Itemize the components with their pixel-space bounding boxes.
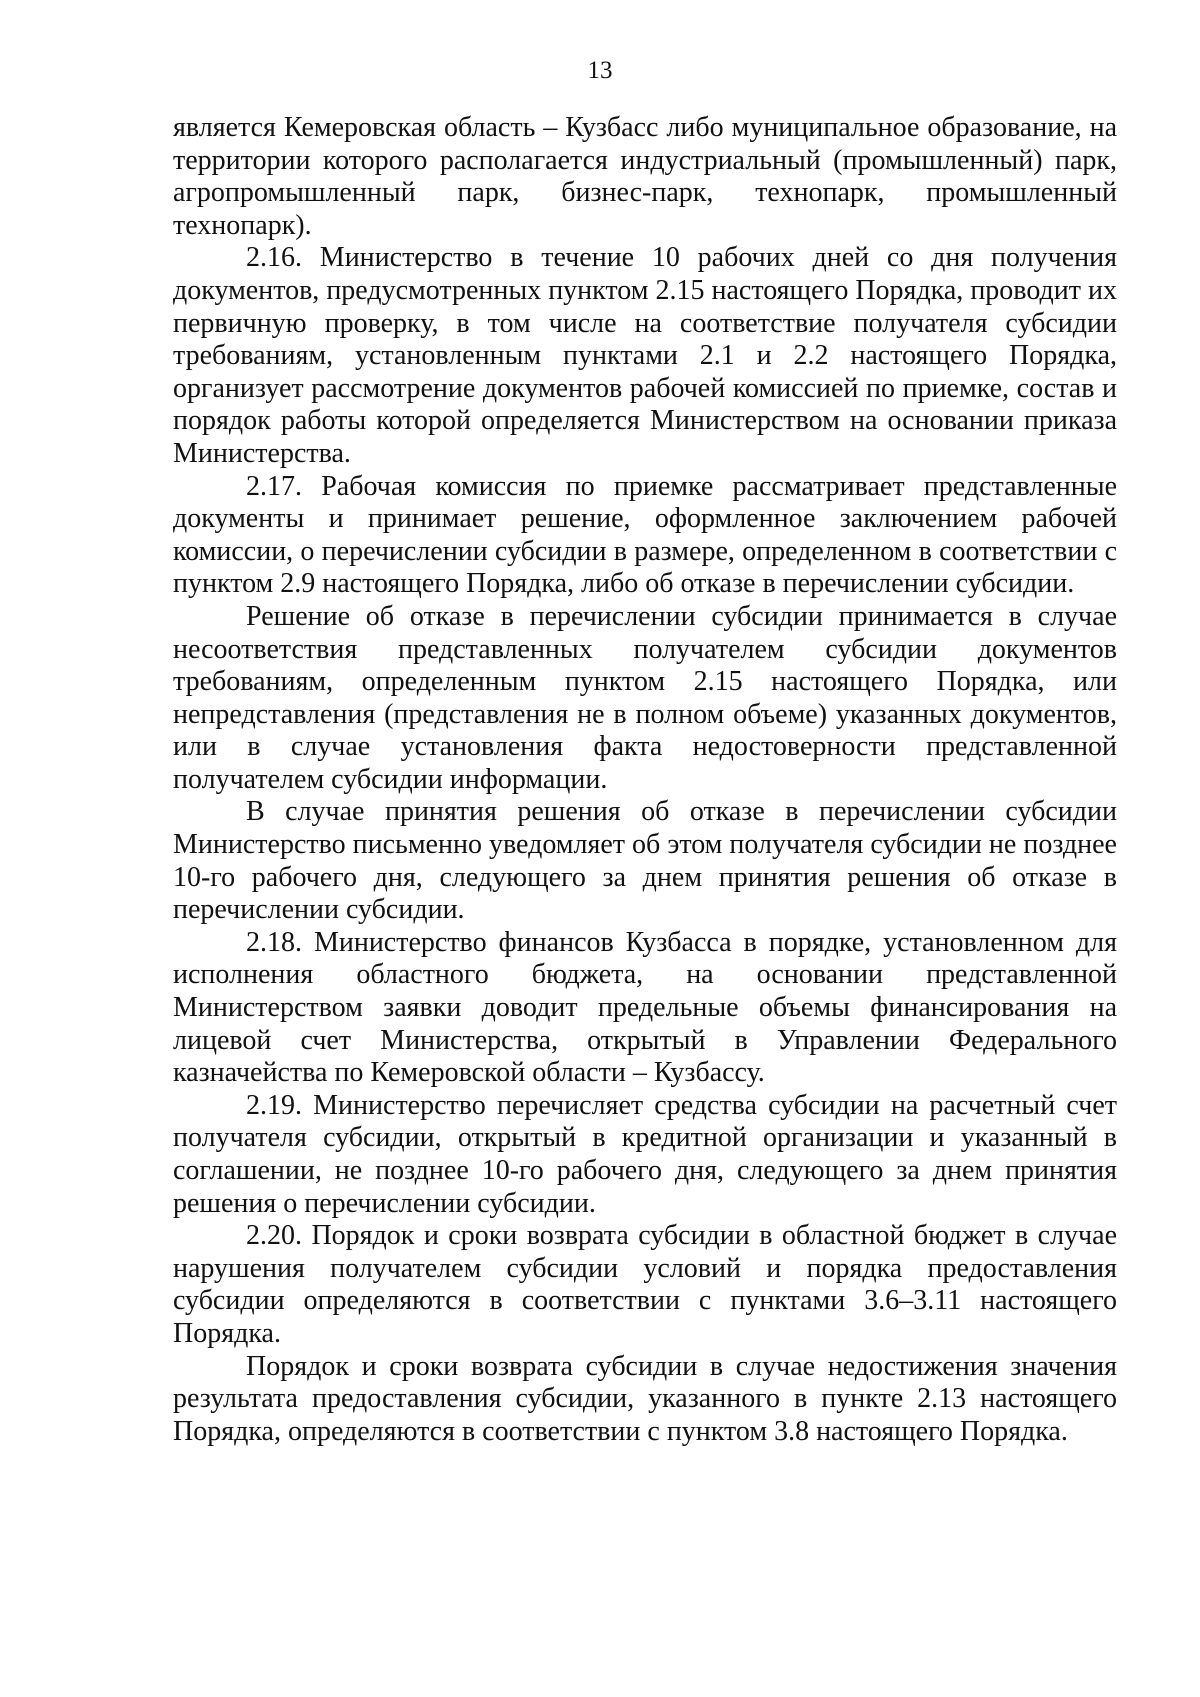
page-number: 13 (587, 57, 613, 84)
paragraph-2-19: 2.19. Министерство перечисляет средства субсидии на расчетный счет получателя субсидии, открытый в кредитной организации и указанный в соглашении, не позднее 10-го рабочего дня, следующего за днем принятия решения о перечислении субсидии. (173, 1089, 1117, 1219)
paragraph-2-17: 2.17. Рабочая комиссия по приемке рассматривает представленные документы и принимает решение, оформленное заключением рабочей комиссии, о перечислении субсидии в размере, определенном в соответствии с пунктом 2.9 настоящего Порядка, либо об отказе в перечислении субсидии. (173, 470, 1117, 600)
paragraph-2-18: 2.18. Министерство финансов Кузбасса в порядке, установленном для исполнения областного бюджета, на основании представленной Министерством заявки доводит предельные объемы финансирования на лицевой счет Министерства, открытый в Управлении Федерального казначейства по Кемеровской области – Кузбассу. (173, 926, 1117, 1089)
paragraph-return-terms: Порядок и сроки возврата субсидии в случае недостижения значения результата предоставления субсидии, указанного в пункте 2.13 настоящего Порядка, определяются в соответствии с пунктом 3.8 настоящего Порядка. (173, 1350, 1117, 1447)
document-body (173, 112, 1117, 1448)
paragraph-refusal-notice: В случае принятия решения об отказе в перечислении субсидии Министерство письменно уведомляет об этом получателя субсидии не позднее 10-го рабочего дня, следующего за днем принятия решения об отказе в перечислении субсидии. (173, 796, 1117, 926)
paragraph-2-16: 2.16. Министерство в течение 10 рабочих дней со дня получения документов, предусмотренных пунктом 2.15 настоящего Порядка, проводит их первичную проверку, в том числе на соответствие получателя субсидии требованиям, установленным пунктами 2.1 и 2.2 настоящего Порядка, организует рассмотрение документов рабочей комиссией по приемке, состав и порядок работы которой определяется Министерством на основании приказа Министерства. (173, 242, 1117, 469)
paragraph-refusal-decision: Решение об отказе в перечислении субсидии принимается в случае несоответствия представленных получателем субсидии документов требованиям, определенным пунктом 2.15 настоящего Порядка, или непредставления (представления не в полном объеме) указанных документов, или в случае установления факта недостоверности представленной получателем субсидии информации. (173, 600, 1117, 795)
paragraph-continuation: является Кемеровская область – Кузбасс либо муниципальное образование, на территории которого располагается индустриальный (промышленный) парк, агропромышленный парк, бизнес-парк, технопарк, промышленный технопарк). (173, 112, 1117, 241)
paragraph-2-20: 2.20. Порядок и сроки возврата субсидии в областной бюджет в случае нарушения получателем субсидии условий и порядка предоставления субсидии определяются в соответствии с пунктами 3.6–3.11 настоящего Порядка. (173, 1220, 1117, 1349)
